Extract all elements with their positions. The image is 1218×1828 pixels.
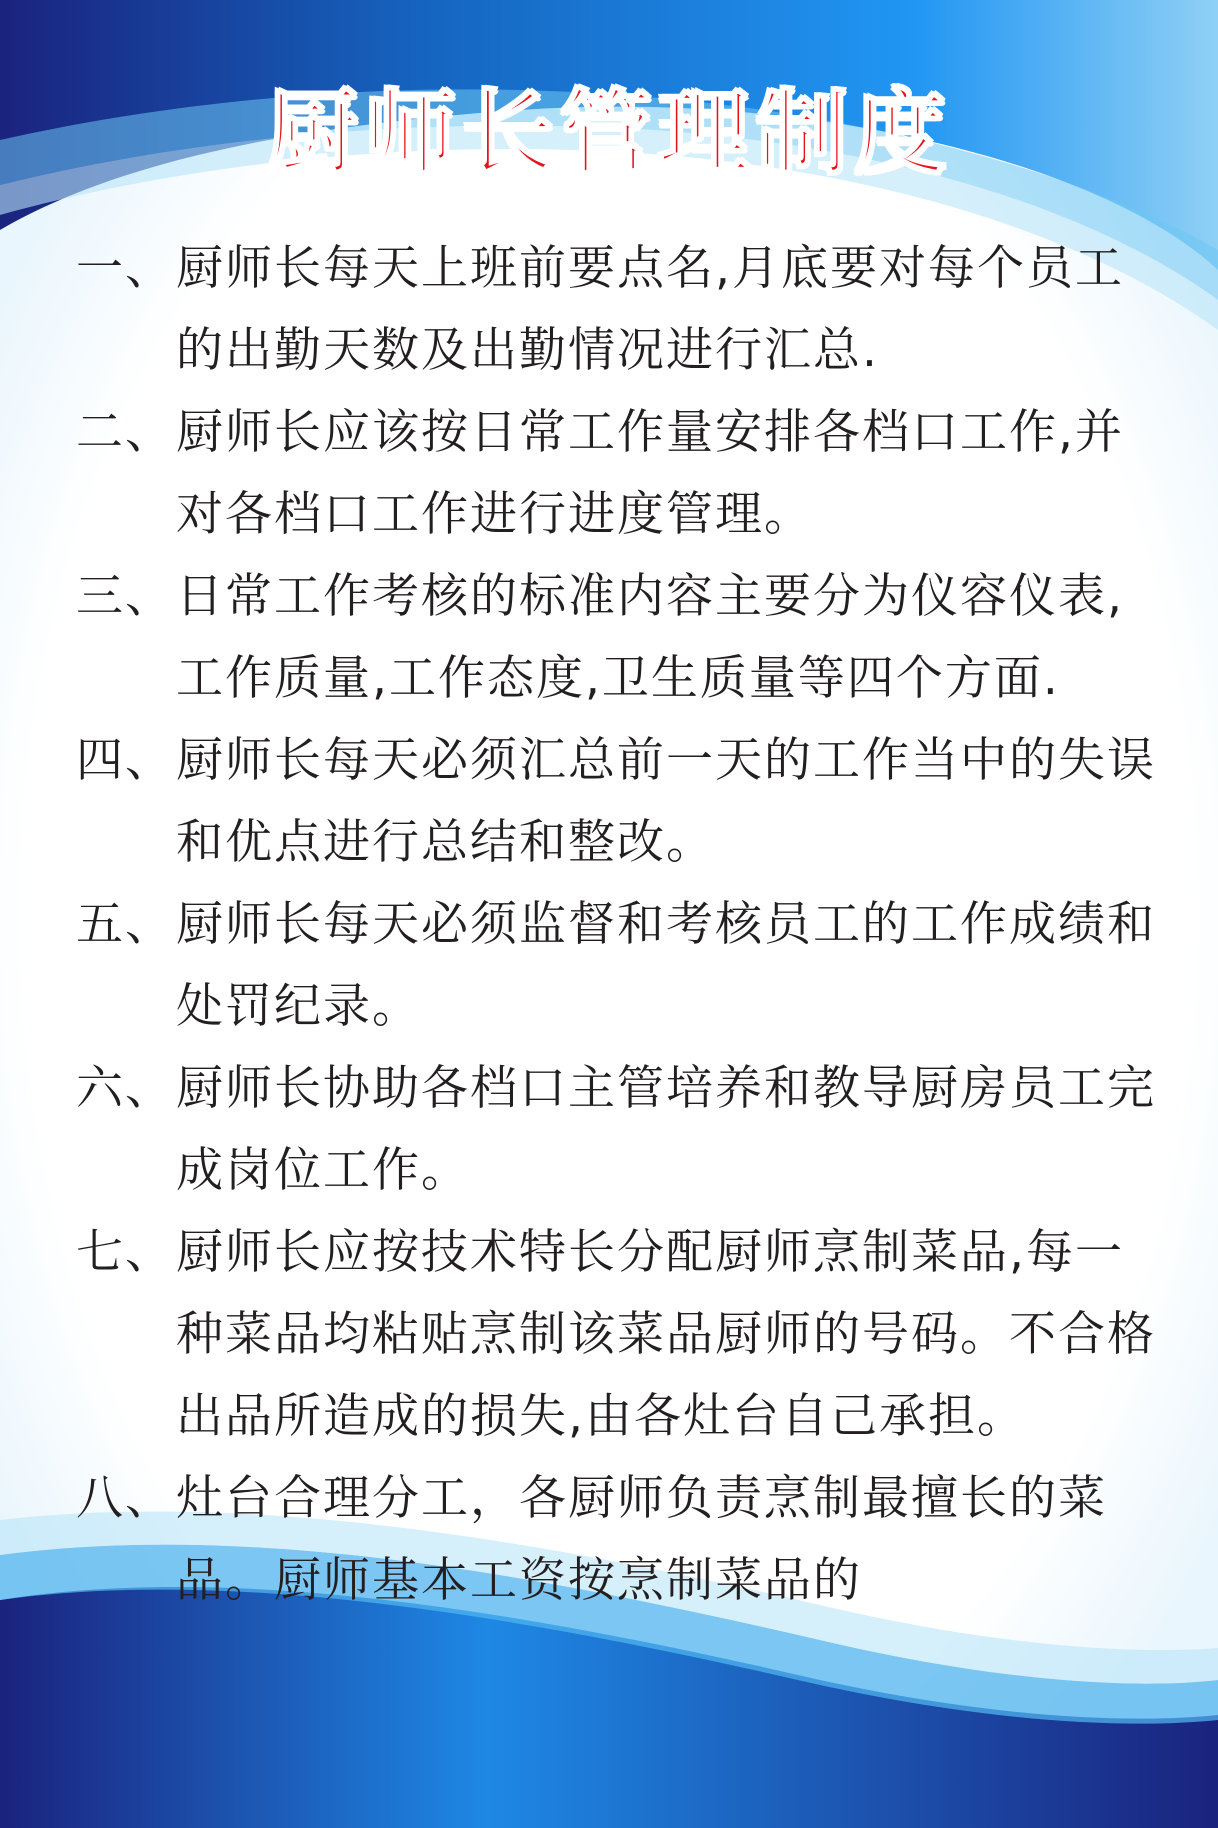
rule-text: 日常工作考核的标准内容主要分为仪容仪表,工作质量,工作态度,卫生质量等四个方面. (176, 569, 1124, 706)
rule-number: 六、 (76, 1061, 174, 1116)
rule-item (76, 556, 1156, 720)
rule-number: 二、 (76, 405, 174, 460)
rule-number: 一、 (76, 241, 174, 296)
rules-list (76, 228, 1156, 1622)
rule-text: 厨师长每天必须监督和考核员工的工作成绩和处罚纪录。 (176, 897, 1156, 1034)
rule-item (76, 392, 1156, 556)
rule-item (76, 1458, 1156, 1622)
rule-number: 八、 (76, 1471, 174, 1526)
rule-text: 厨师长每天必须汇总前一天的工作当中的失误和优点进行总结和整改。 (176, 733, 1156, 870)
rule-item (76, 1212, 1156, 1458)
rule-item (76, 720, 1156, 884)
rule-text: 厨师长协助各档口主管培养和教导厨房员工完成岗位工作。 (176, 1061, 1156, 1198)
rule-text: 厨师长每天上班前要点名,月底要对每个员工的出勤天数及出勤情况进行汇总. (176, 241, 1124, 378)
poster-title: 厨师长管理制度 (265, 79, 952, 187)
rule-number: 五、 (76, 897, 174, 952)
rule-number: 七、 (76, 1225, 174, 1280)
rule-item (76, 1048, 1156, 1212)
rule-number: 四、 (76, 733, 174, 788)
rule-number: 三、 (76, 569, 174, 624)
rule-text: 厨师长应按技术特长分配厨师烹制菜品,每一种菜品均粘贴烹制该菜品厨师的号码。不合格出品所造成的损失,由各灶台自己承担。 (176, 1225, 1156, 1444)
rule-item (76, 884, 1156, 1048)
rule-text: 厨师长应该按日常工作量安排各档口工作,并对各档口工作进行进度管理。 (176, 405, 1124, 542)
rule-text: 灶台合理分工，各厨师负责烹制最擅长的菜品。厨师基本工资按烹制菜品的 (176, 1471, 1107, 1608)
rule-item (76, 228, 1156, 392)
